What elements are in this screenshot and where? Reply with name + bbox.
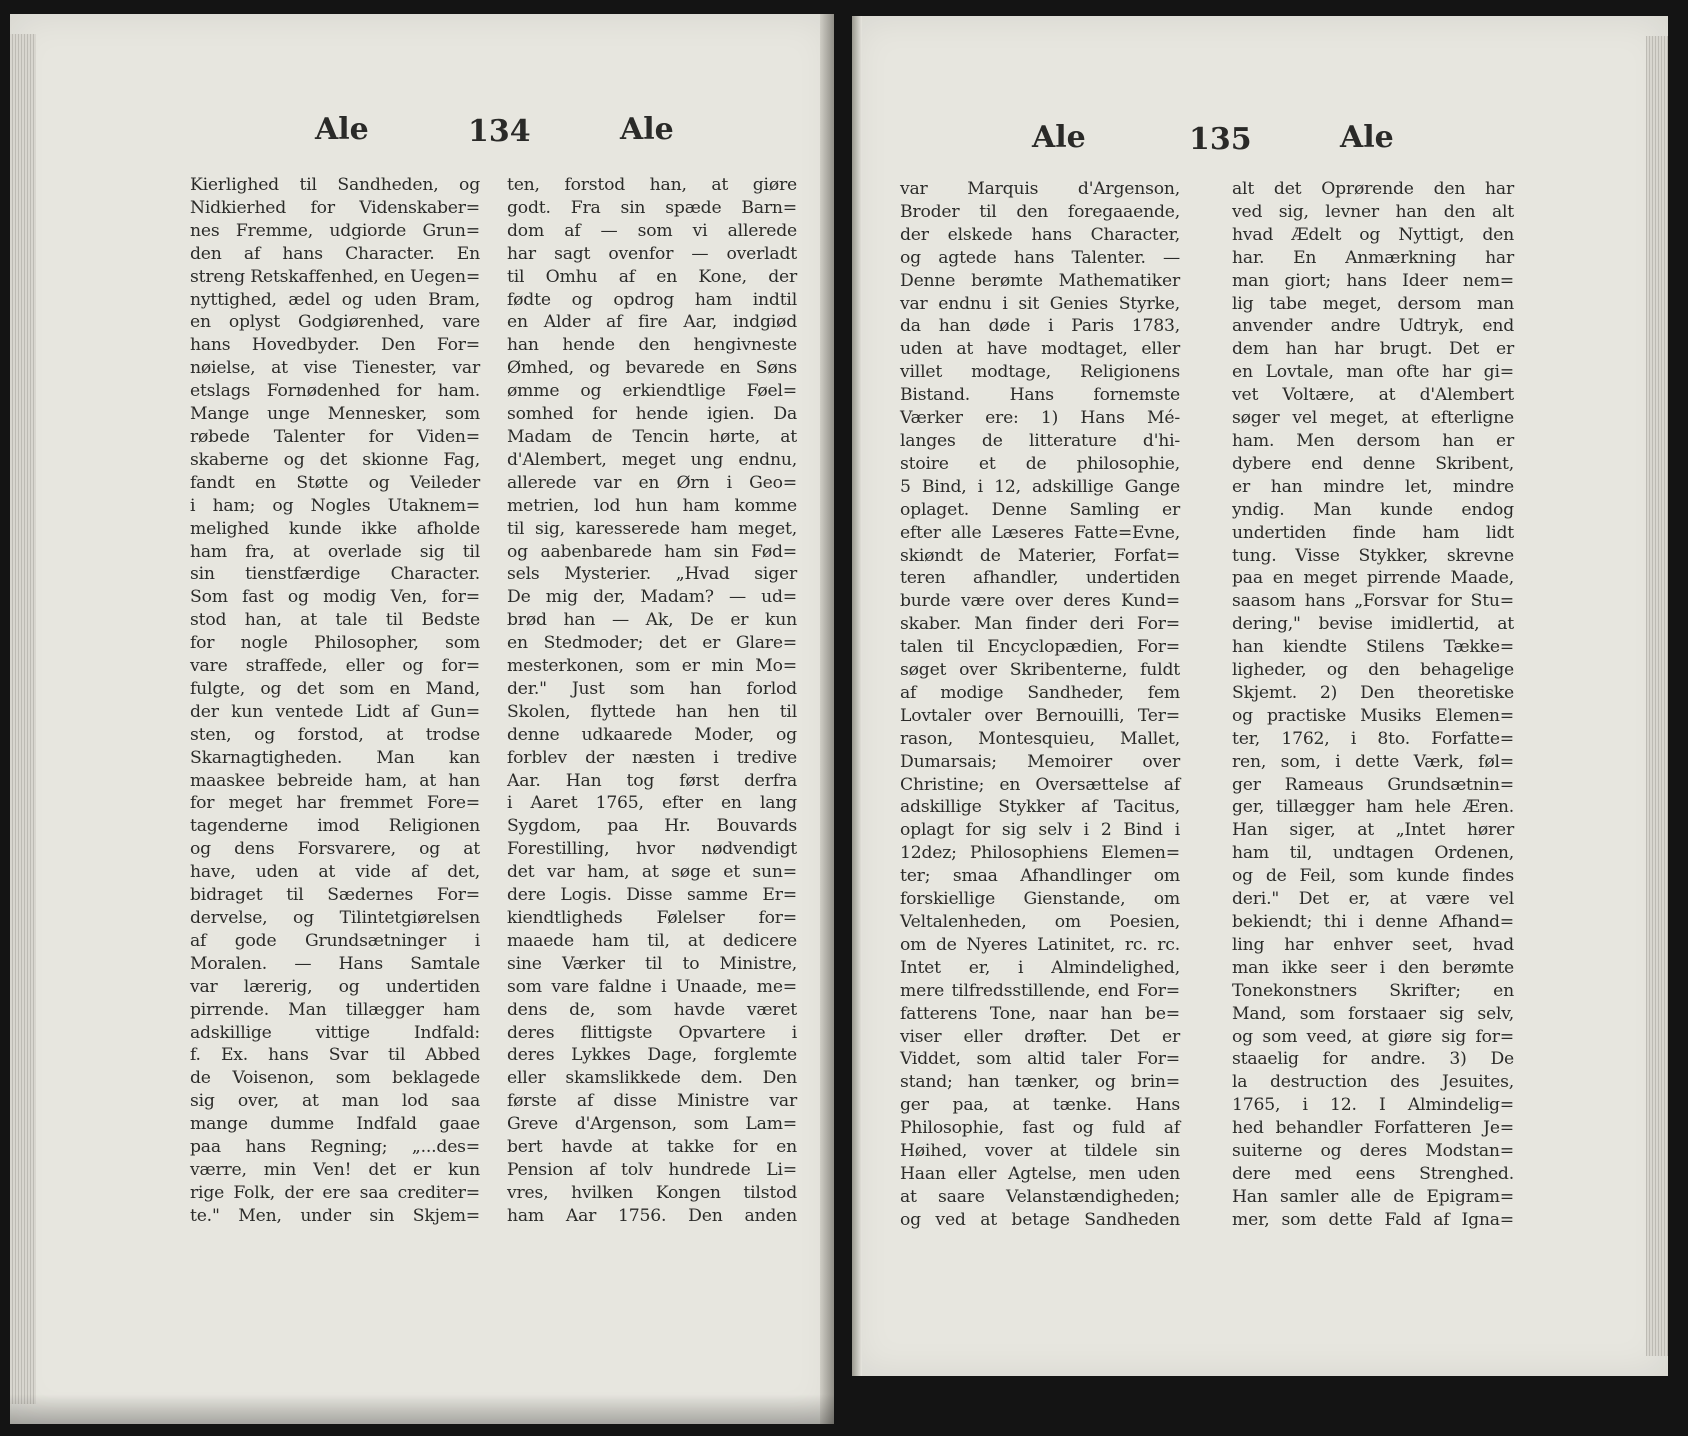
text-line: Dumarsais; Memoirer over (900, 751, 1180, 772)
text-line: Madam de Tencin hørte, at (507, 426, 797, 447)
text-line: der kun ventede Lidt af Gun= (190, 701, 480, 722)
text-line: melighed kunde ikke afholde (190, 518, 480, 539)
text-line: teren afhandler, undertiden (900, 568, 1180, 589)
text-line: og de Feil, som kunde findes (1232, 866, 1514, 887)
text-line: Bistand. Hans fornemste (900, 385, 1180, 406)
text-line: ling har enhver seet, hvad (1232, 934, 1514, 955)
text-line: ham. Men dersom han er (1232, 430, 1514, 451)
text-line: Christine; en Oversættelse af (900, 774, 1180, 795)
text-line: nes Fremme, udgiorde Grun= (190, 220, 480, 241)
text-line: oplaget. Denne Samling er (900, 499, 1180, 520)
text-line: en oplyst Godgiørenhed, vare (190, 312, 480, 333)
text-line: Skarnagtigheden. Man kan (190, 747, 480, 768)
text-line: og ved at betage Sandheden (900, 1209, 1180, 1230)
page-number: 134 (468, 114, 531, 149)
text-line: adskillige vittige Indfald: (190, 1022, 480, 1043)
text-line: Som fast og modig Ven, for= (190, 587, 480, 608)
page-edges (1646, 36, 1668, 1356)
text-line: dervelse, og Tilintetgiørelsen (190, 908, 480, 928)
text-line: sig over, at man lod saa (190, 1091, 480, 1112)
text-line: nyttighed, ædel og uden Bram, (190, 289, 480, 310)
text-line: sine Værker til to Ministre, (507, 953, 797, 974)
text-line: man giort; hans Ideer nem= (1232, 270, 1514, 291)
running-header (852, 120, 1668, 170)
text-line: kiendtligheds Følelser for= (507, 908, 797, 928)
text-line: vres, hvilken Kongen tilstod (507, 1182, 797, 1203)
text-line: Mange unge Mennesker, som (190, 404, 480, 425)
text-line: en Stedmoder; det er Glare= (507, 633, 797, 654)
text-line: Sygdom, paa Hr. Bouvards (507, 816, 797, 837)
text-line: maaskee bebreide ham, at han (190, 770, 480, 791)
text-line: Skolen, flyttede han hen til (507, 701, 797, 722)
text-line: anvender andre Udtryk, end (1232, 316, 1514, 337)
text-line: vet Voltære, at d'Alembert (1232, 385, 1514, 406)
text-line: de Voisenon, som beklagede (190, 1068, 480, 1089)
text-line: d'Alembert, meget ung endnu, (507, 449, 797, 470)
text-line: 12dez; Philosophiens Elemen= (900, 843, 1180, 864)
text-line: var lærerig, og undertiden (190, 976, 480, 997)
text-line: da han døde i Paris 1783, (900, 316, 1180, 337)
text-line: har sagt ovenfor — overladt (507, 243, 797, 264)
text-line: ømme og erkiendtlige Føel= (507, 381, 797, 402)
text-line: en Lovtale, man ofte har gi= (1232, 362, 1514, 383)
text-line: deres flittigste Opvartere i (507, 1022, 797, 1043)
text-line: sels Mysterier. „Hvad siger (507, 564, 797, 585)
text-line: søger vel meget, at efterligne (1232, 408, 1514, 429)
text-line: maaede ham til, at dedicere (507, 930, 797, 951)
text-line: i ham; og Nogles Utaknem= (190, 495, 480, 516)
text-line: af gode Grundsætninger i (190, 930, 480, 951)
text-line: ger Rameaus Grundsætnin= (1232, 774, 1514, 795)
text-line: dens de, som havde været (507, 999, 797, 1020)
text-line: den af hans Character. En (190, 243, 480, 264)
text-line: røbede Talenter for Viden= (190, 426, 480, 447)
text-line: yndig. Man kunde endog (1232, 499, 1514, 520)
text-line: uden at have modtaget, eller (900, 339, 1180, 360)
text-line: metrien, lod hun ham komme (507, 495, 797, 516)
text-line: burde være over deres Kund= (900, 591, 1180, 612)
text-line: og practiske Musiks Elemen= (1232, 705, 1514, 726)
text-line: Skjemt. 2) Den theoretiske (1232, 682, 1514, 703)
book-gutter (820, 14, 834, 1424)
text-line: fatterens Tone, naar han be= (900, 1003, 1180, 1024)
text-line: godt. Fra sin spæde Barn= (507, 197, 797, 218)
text-line: ren, som, i dette Værk, føl= (1232, 751, 1514, 772)
text-line: ham fra, at overlade sig til (190, 541, 480, 562)
text-column-1 (190, 174, 480, 1228)
text-line: etslags Fornødenhed for ham. (190, 381, 480, 402)
text-line: han hende den hengivneste (507, 335, 797, 356)
text-line: Han samler alle de Epigram= (1232, 1186, 1514, 1207)
header-left-word: Ale (315, 112, 369, 147)
text-line: i Aaret 1765, efter en lang (507, 793, 797, 814)
text-line: forskiellige Gienstande, om (900, 889, 1180, 910)
text-line: undertiden finde ham lidt (1232, 522, 1514, 543)
text-line: Ømhed, og bevarede en Søns (507, 358, 797, 379)
text-line: Denne berømte Mathematiker (900, 270, 1180, 291)
text-line: at saare Velanstændigheden; (900, 1186, 1180, 1207)
text-line: nøielse, at vise Tienester, var (190, 358, 480, 379)
text-line: det var ham, at søge et sun= (507, 862, 797, 883)
text-line: og dens Forsvarere, og at (190, 839, 480, 860)
text-line: eller skamslikkede dem. Den (507, 1068, 797, 1089)
text-line: paa en meget pirrende Maade, (1232, 568, 1514, 589)
text-line: Haan eller Agtelse, men uden (900, 1163, 1180, 1184)
text-line: ter; smaa Afhandlinger om (900, 866, 1180, 887)
text-column-1 (900, 178, 1180, 1232)
running-header (10, 112, 834, 162)
text-line: første af disse Ministre var (507, 1091, 797, 1112)
text-line: mer, som dette Fald af Igna= (1232, 1209, 1514, 1230)
text-line: var Marquis d'Argenson, (900, 179, 1180, 199)
text-line: stand; han tænker, og brin= (900, 1072, 1180, 1093)
text-line: saasom hans „Forsvar for Stu= (1232, 591, 1514, 612)
text-line: tung. Visse Stykker, skrevne (1232, 545, 1514, 566)
text-line: der." Just som han forlod (507, 678, 797, 699)
text-line: Nidkierhed for Videnskaber= (190, 197, 480, 218)
left-page (10, 14, 834, 1424)
text-line: til sig, karesserede ham meget, (507, 518, 797, 539)
text-line: vare straffede, eller og for= (190, 656, 480, 677)
text-line: bidraget til Sædernes For= (190, 885, 480, 906)
text-line: Kierlighed til Sandheden, og (190, 175, 480, 195)
text-line: staaelig for andre. 3) De (1232, 1049, 1514, 1070)
text-line: skiøndt de Materier, Forfat= (900, 545, 1180, 566)
text-line: mange dumme Indfald gaae (190, 1114, 480, 1135)
text-line: Lovtaler over Bernouilli, Ter= (900, 705, 1180, 726)
text-line: Værker ere: 1) Hans Mé- (900, 408, 1180, 429)
text-line: Greve d'Argenson, som Lam= (507, 1114, 797, 1135)
text-line: la destruction des Jesuites, (1232, 1072, 1514, 1093)
text-line: og som veed, at giøre sig for= (1232, 1026, 1514, 1047)
book-gutter (852, 16, 862, 1376)
text-line: en Alder af fire Aar, indgiød (507, 312, 797, 333)
text-line: han kiendte Stilens Tække= (1232, 637, 1514, 658)
text-line: villet modtage, Religionens (900, 362, 1180, 383)
text-line: stod han, at tale til Bedste (190, 610, 480, 631)
text-line: som vare faldne i Unaade, me= (507, 976, 797, 997)
text-line: ger paa, at tænke. Hans (900, 1095, 1180, 1116)
text-line: ten, forstod han, at giøre (507, 175, 797, 195)
text-line: deri." Det er, at være vel (1232, 889, 1514, 910)
text-line: til Omhu af en Kone, der (507, 266, 797, 287)
text-line: for nogle Philosopher, som (190, 633, 480, 654)
text-line: rige Folk, der ere saa crediter= (190, 1182, 480, 1203)
text-line: hvad Ædelt og Nyttigt, den (1232, 224, 1514, 245)
text-line: fulgte, og det som en Mand, (190, 678, 480, 699)
text-line: af modige Sandheder, fem (900, 682, 1180, 703)
text-line: Aar. Han tog først derfra (507, 770, 797, 791)
text-line: allerede var en Ørn i Geo= (507, 472, 797, 493)
page-edges (10, 34, 36, 1404)
text-line: stoire et de philosophie, (900, 453, 1180, 474)
text-line: Høihed, vover at tildele sin (900, 1141, 1180, 1162)
text-line: Veltalenheden, om Poesien, (900, 912, 1180, 932)
text-line: dere med eens Strenghed. (1232, 1163, 1514, 1184)
text-line: ved sig, levner han den alt (1232, 201, 1514, 222)
text-line: ligheder, og den behagelige (1232, 660, 1514, 681)
text-line: sin tienstfærdige Character. (190, 564, 480, 585)
text-column-2 (507, 174, 797, 1228)
right-page (852, 16, 1668, 1376)
text-line: alt det Oprørende den har (1232, 179, 1514, 199)
text-line: Tonekonstners Skrifter; en (1232, 980, 1514, 1001)
text-line: Viddet, som altid taler For= (900, 1049, 1180, 1070)
text-line: viser eller drøfter. Det er (900, 1026, 1180, 1047)
text-line: der elskede hans Character, (900, 224, 1180, 245)
text-line: og agtede hans Talenter. — (900, 247, 1180, 268)
header-right-word: Ale (1340, 120, 1394, 155)
text-line: f. Ex. hans Svar til Abbed (190, 1045, 480, 1066)
text-line: lig tabe meget, dersom man (1232, 293, 1514, 314)
text-line: skaber. Man finder deri For= (900, 614, 1180, 635)
text-line: fødte og opdrog ham indtil (507, 289, 797, 310)
text-line: er han mindre let, mindre (1232, 476, 1514, 497)
text-line: Forestilling, hvor nødvendigt (507, 839, 797, 860)
text-line: søget over Skribenterne, fuldt (900, 660, 1180, 681)
text-line: for meget har fremmet Fore= (190, 793, 480, 814)
page-shadow (10, 1394, 834, 1424)
text-line: skaberne og det skionne Fag, (190, 449, 480, 470)
text-line: deres Lykkes Dage, forglemte (507, 1045, 797, 1066)
text-line: Broder til den foregaaende, (900, 201, 1180, 222)
text-line: forblev der næsten i tredive (507, 747, 797, 768)
text-line: ter, 1762, i 8to. Forfatte= (1232, 728, 1514, 749)
header-right-word: Ale (620, 112, 674, 147)
text-line: dybere end denne Skribent, (1232, 453, 1514, 474)
text-line: Philosophie, fast og fuld af (900, 1118, 1180, 1139)
text-line: værre, min Ven! det er kun (190, 1159, 480, 1180)
text-line: brød han — Ak, De er kun (507, 610, 797, 631)
header-left-word: Ale (1032, 120, 1086, 155)
text-line: ham til, undtagen Ordenen, (1232, 843, 1514, 864)
text-line: dere Logis. Disse samme Er= (507, 885, 797, 906)
text-line: Han siger, at „Intet hører (1232, 820, 1514, 841)
page-number: 135 (1189, 122, 1252, 157)
text-line: bert havde at takke for en (507, 1137, 797, 1158)
text-line: 1765, i 12. I Almindelig= (1232, 1095, 1514, 1116)
text-line: om de Nyeres Latinitet, rc. rc. (900, 934, 1180, 955)
text-line: Intet er, i Almindelighed, (900, 957, 1180, 978)
text-line: man ikke seer i den berømte (1232, 957, 1514, 978)
text-line: mere tilfredsstillende, end For= (900, 980, 1180, 1001)
text-line: og aabenbarede ham sin Fød= (507, 541, 797, 562)
text-line: var endnu i sit Genies Styrke, (900, 293, 1180, 314)
text-line: dem han har brugt. Det er (1232, 339, 1514, 360)
text-line: bekiendt; thi i denne Afhand= (1232, 912, 1514, 932)
text-line: mesterkonen, som er min Mo= (507, 656, 797, 677)
text-line: Pension af tolv hundrede Li= (507, 1159, 797, 1180)
text-line: pirrende. Man tillægger ham (190, 999, 480, 1020)
text-line: denne udkaarede Moder, og (507, 724, 797, 745)
text-line: rason, Montesquieu, Mallet, (900, 728, 1180, 749)
text-line: suiterne og deres Modstan= (1232, 1141, 1514, 1162)
text-line: hans Hovedbyder. Den For= (190, 335, 480, 356)
text-line: Mand, som forstaaer sig selv, (1232, 1003, 1514, 1024)
text-line: streng Retskaffenhed, en Uegen= (190, 266, 481, 287)
text-line: somhed for hende igien. Da (507, 404, 797, 425)
text-line: 5 Bind, i 12, adskillige Gange (900, 476, 1180, 497)
text-line: ger, tillægger ham hele Æren. (1232, 797, 1514, 818)
text-line: oplagt for sig selv i 2 Bind i (900, 820, 1180, 841)
text-line: sten, og forstod, at trodse (190, 724, 480, 745)
text-line: De mig der, Madam? — ud= (507, 587, 797, 608)
text-line: paa hans Regning; „...des= (190, 1137, 480, 1158)
text-line: te." Men, under sin Skjem= (190, 1205, 480, 1226)
text-line: tagenderne imod Religionen (190, 816, 480, 837)
text-line: adskillige Stykker af Tacitus, (900, 797, 1180, 818)
text-line: ham Aar 1756. Den anden (507, 1205, 797, 1226)
text-line: langes de litterature d'hi- (900, 430, 1180, 451)
text-column-2 (1232, 178, 1514, 1232)
text-line: talen til Encyclopædien, For= (900, 637, 1180, 658)
text-line: have, uden at vide af det, (190, 862, 480, 883)
text-line: efter alle Læseres Fatte=Evne, (900, 522, 1180, 543)
text-line: Moralen. — Hans Samtale (190, 953, 480, 974)
text-line: dering," bevise imidlertid, at (1232, 614, 1514, 635)
text-line: hed behandler Forfatteren Je= (1232, 1118, 1514, 1139)
text-line: har. En Anmærkning har (1232, 247, 1514, 268)
text-line: fandt en Støtte og Veileder (190, 472, 480, 493)
text-line: dom af — som vi allerede (507, 220, 797, 241)
